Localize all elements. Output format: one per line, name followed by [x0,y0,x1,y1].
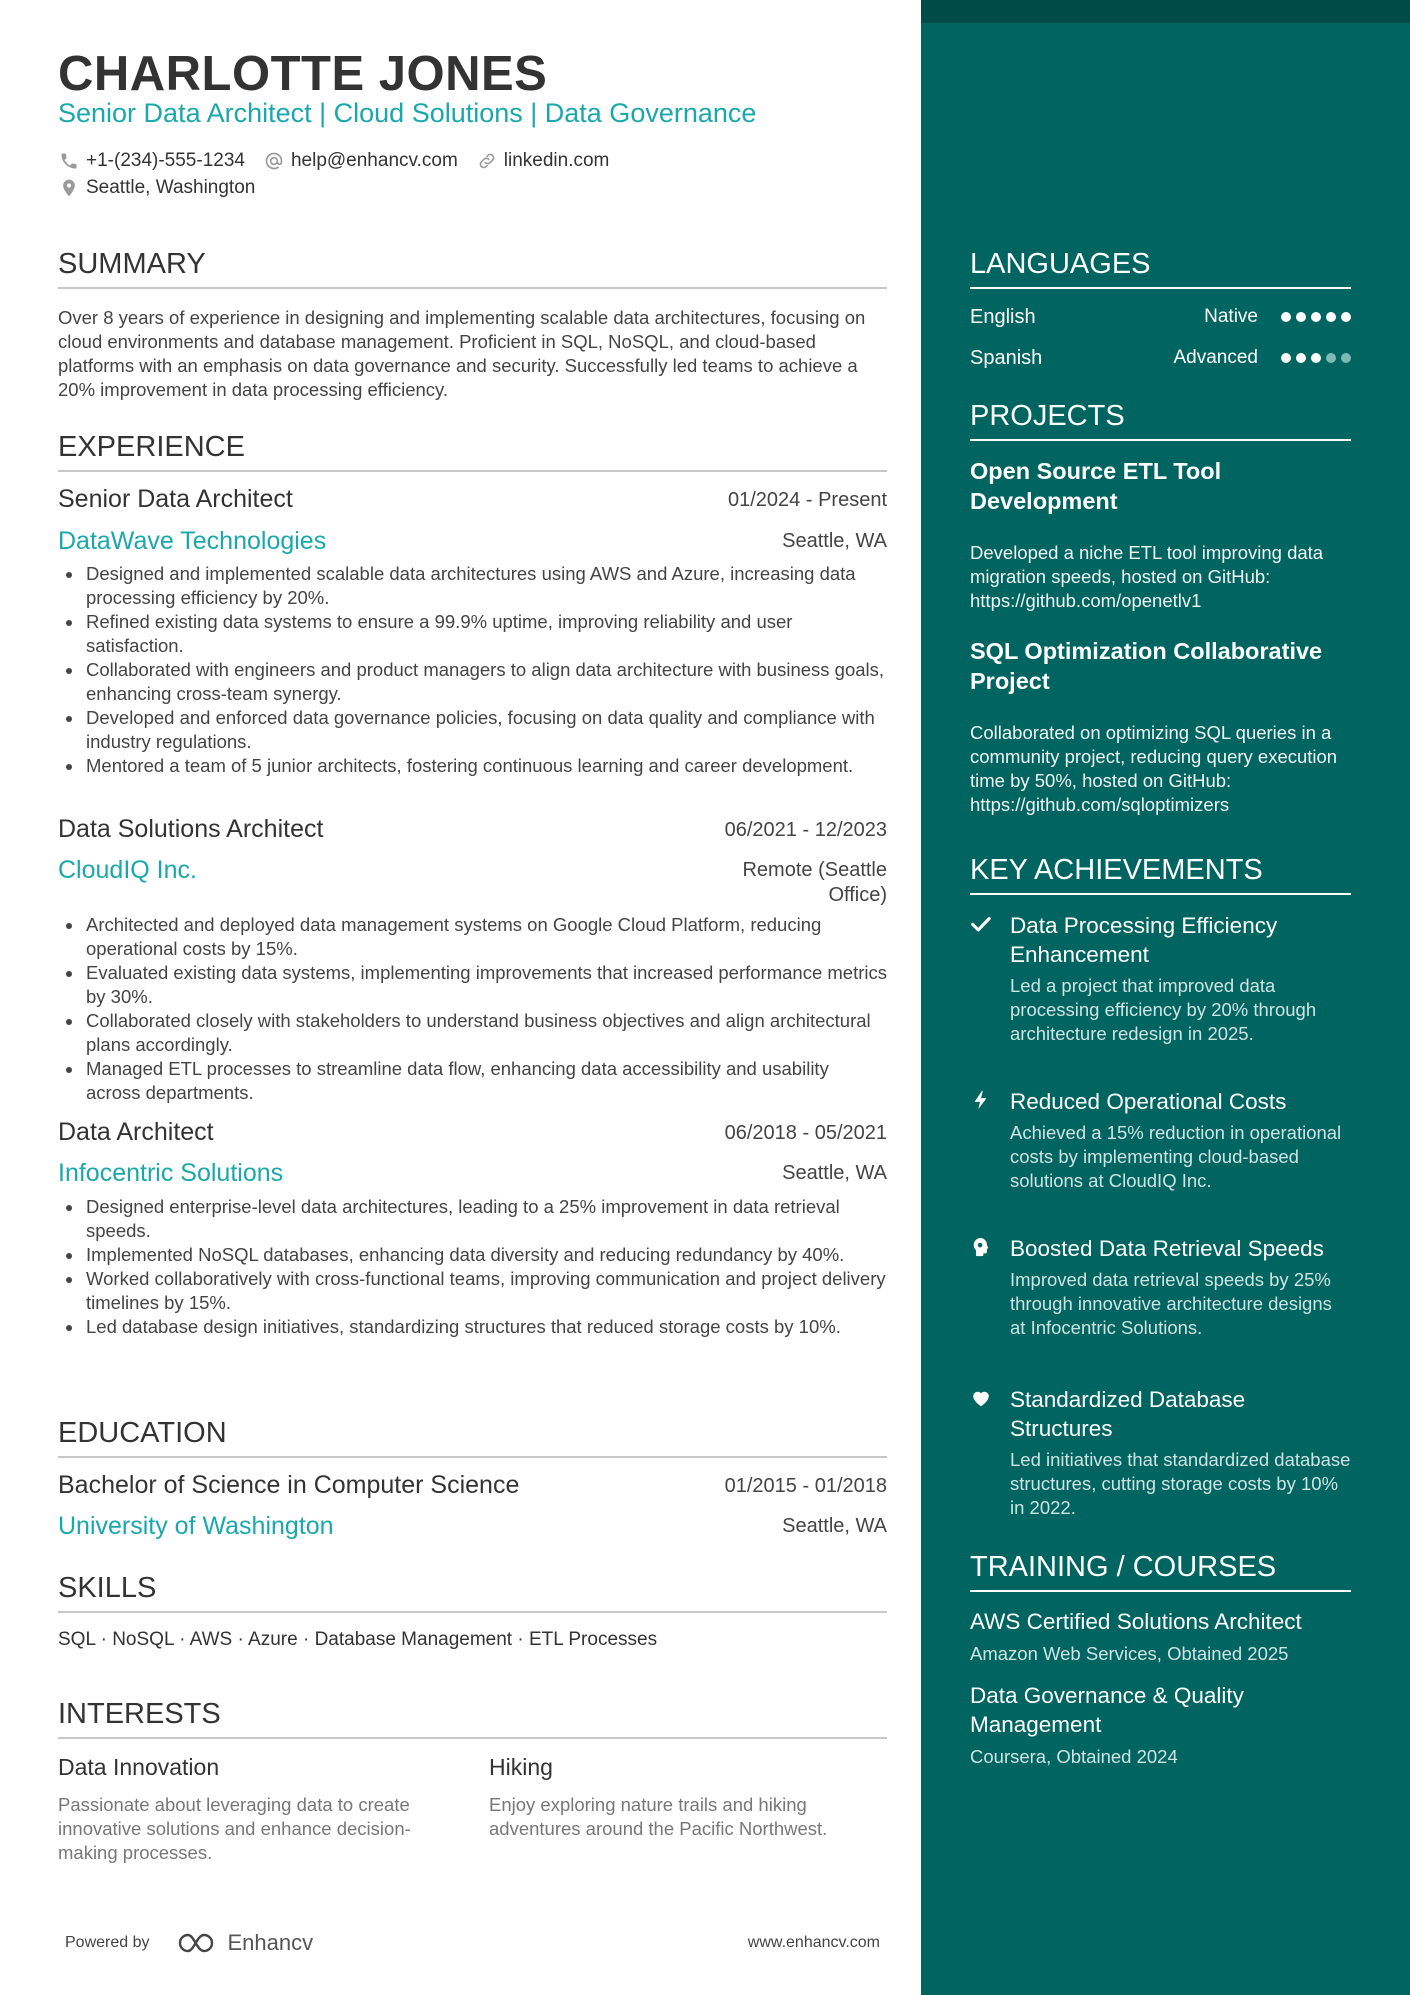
sidebar-top-band [921,0,1410,23]
achievement-title: Reduced Operational Costs [1010,1089,1287,1114]
rating-dot [1326,312,1336,322]
contact-row [58,149,627,173]
phone-icon [58,150,80,172]
rating-dot [1341,353,1351,363]
projects-heading: PROJECTS [970,400,1351,441]
course-text: Amazon Web Services, Obtained 2025 [970,1643,1289,1664]
heart-icon [970,1387,994,1411]
job-3-bullets [58,1195,887,1339]
list-item: Designed and implemented scalable data architectures using AWS and Azure, increasing data processing efficiency by 20%. [86,562,887,610]
interest-item [489,1754,899,1841]
linkedin-text: linkedin.com [503,150,610,171]
language-row [970,345,1351,371]
interest-item [58,1754,468,1865]
language-level: Native [1204,306,1258,327]
summary-text: Over 8 years of experience in designing and implementing scalable data architectures, focusing on cloud environments and database management. Proficient in SQL, NoSQL, and cloud-based platforms with an emphasis on data governance and security. Successfully led teams to achieve a 20% improvement in data processing efficiency. [58,307,866,400]
training-heading: TRAINING / COURSES [970,1551,1351,1592]
project-text: Developed a niche ETL tool improving data migration speeds, hosted on GitHub: https://github.com/openetlv1 [970,542,1324,611]
rating-dot [1296,353,1306,363]
job-company: Infocentric Solutions [58,1159,284,1187]
brain-icon [970,1236,994,1260]
project-title: Open Source ETL Tool Development [970,458,1222,514]
achievement-item [970,911,1351,1046]
job-dates: 06/2018 - 05/2021 [724,1122,887,1144]
list-item: Designed enterprise-level data architectures, leading to a 25% improvement in data retrieval speeds. [86,1195,887,1243]
email-text: help@enhancv.com [290,150,458,171]
powered-by [65,1930,313,1956]
education-location: Seattle, WA [782,1515,887,1537]
education-school: University of Washington [58,1512,334,1540]
list-item: Collaborated closely with stakeholders to understand business objectives and align architectural plans accordingly. [86,1009,887,1057]
list-item: Evaluated existing data systems, implementing improvements that increased performance metrics by 30%. [86,962,887,1007]
list-item: Collaborated with engineers and product managers to align data architecture with business goals, enhancing cross-team synergy. [86,658,887,706]
languages-heading: LANGUAGES [970,248,1351,289]
interest-text: Passionate about leveraging data to create innovative solutions and enhance decision-making processes. [58,1794,411,1863]
job-role: Senior Data Architect [58,485,293,513]
bolt-icon [970,1089,994,1113]
job-2-company-row [58,856,887,908]
course-title: AWS Certified Solutions Architect [970,1609,1302,1634]
phone-text: +1-(234)-555-1234 [86,150,245,171]
brand-name: Enhancv [227,1930,314,1955]
achievement-text: Led initiatives that standardized database structures, cutting storage costs by 10% in 2022. [1010,1449,1351,1518]
education-heading: EDUCATION [58,1417,887,1458]
rating-dot [1326,353,1336,363]
list-item: Managed ETL processes to streamline data flow, enhancing data accessibility and usability across departments. [86,1057,887,1105]
interests-heading: INTERESTS [58,1698,887,1739]
location-text: Seattle, Washington [86,177,256,198]
list-item: Architected and deployed data management systems on Google Cloud Platform, reducing operational costs by 15%. [86,913,887,961]
job-company: DataWave Technologies [58,527,327,555]
at-icon [263,150,285,172]
interest-text: Enjoy exploring nature trails and hiking adventures around the Pacific Northwest. [489,1794,828,1839]
summary-heading: SUMMARY [58,248,887,289]
project-title: SQL Optimization Collaborative Project [970,638,1323,694]
job-role: Data Solutions Architect [58,815,324,843]
achievement-item [970,1087,1351,1193]
achievement-title: Boosted Data Retrieval Speeds [1010,1236,1324,1261]
job-1-company-row [58,527,887,556]
job-location: Seattle, WA [782,1162,887,1184]
link-icon [476,150,498,172]
list-item: Worked collaboratively with cross-functional teams, improving communication and project delivery timelines by 15%. [86,1268,886,1313]
rating-dot [1296,312,1306,322]
candidate-title: Senior Data Architect | Cloud Solutions | Data Governance [58,98,757,128]
location-pin-icon [58,177,80,199]
footer [65,1928,880,1958]
achievement-item [970,1234,1351,1340]
job-dates: 06/2021 - 12/2023 [724,819,887,841]
enhancv-logo[interactable] [176,1930,314,1956]
experience-heading: EXPERIENCE [58,431,887,472]
rating-dot [1281,353,1291,363]
job-location: Remote (Seattle Office) [742,859,887,906]
list-item: Developed and enforced data governance policies, focusing on data quality and compliance with industry regulations. [86,706,887,754]
education-row [58,1471,887,1500]
job-3-header [58,1118,887,1147]
language-rating [1276,353,1351,363]
contact-email[interactable] [263,150,458,172]
rating-dot [1311,353,1321,363]
achievement-title: Standardized Database Structures [1010,1387,1246,1441]
candidate-name: CHARLOTTE JONES [58,47,548,101]
education-school-row [58,1512,887,1541]
rating-dot [1311,312,1321,322]
contact-row-location [58,176,273,200]
language-level: Advanced [1173,347,1258,368]
contact-location [58,177,255,199]
achievement-text: Led a project that improved data processing efficiency by 20% through architecture redesign in 2025. [1010,975,1317,1044]
rating-dot [1281,312,1291,322]
list-item: Mentored a team of 5 junior architects, fostering continuous learning and career development. [86,754,887,778]
job-1-bullets [58,562,887,778]
education-dates: 01/2015 - 01/2018 [724,1475,887,1497]
list-item: Implemented NoSQL databases, enhancing data diversity and reducing redundancy by 40%. [86,1243,887,1267]
course-text: Coursera, Obtained 2024 [970,1746,1178,1767]
language-row [970,304,1351,330]
job-dates: 01/2024 - Present [728,489,887,511]
contact-phone[interactable] [58,150,245,172]
job-role: Data Architect [58,1118,214,1146]
achievement-text: Achieved a 15% reduction in operational costs by implementing cloud-based solutions at CloudIQ Inc. [1010,1122,1342,1191]
course-title: Data Governance & Quality Management [970,1683,1244,1737]
achievement-text: Improved data retrieval speeds by 25% through innovative architecture designs at Infocentric Solutions. [1010,1269,1332,1338]
contact-linkedin[interactable] [476,150,610,172]
language-rating [1276,312,1351,322]
list-item: Refined existing data systems to ensure a 99.9% uptime, improving reliability and user satisfaction. [86,610,887,658]
skills-heading: SKILLS [58,1572,887,1613]
language-name: Spanish [970,346,1043,369]
achievement-item [970,1385,1351,1520]
achievements-heading: KEY ACHIEVEMENTS [970,854,1351,895]
check-icon [970,913,994,937]
education-degree: Bachelor of Science in Computer Science [58,1471,520,1499]
list-item: Led database design initiatives, standardizing structures that reduced storage costs by 10%. [86,1315,887,1339]
enhancv-logo-icon [176,1930,222,1956]
skills-list: SQL · NoSQL · AWS · Azure · Database Management · ETL Processes [58,1629,658,1650]
project-text: Collaborated on optimizing SQL queries in a community project, reducing query execution time by 50%, hosted on GitHub: https://github.com/sqloptimizers [970,722,1338,815]
language-name: English [970,305,1036,328]
job-company: CloudIQ Inc. [58,856,197,884]
interest-title: Data Innovation [58,1754,220,1780]
website-link[interactable]: www.enhancv.com [747,1934,880,1951]
job-2-header [58,815,887,844]
job-1-header [58,485,887,514]
interest-title: Hiking [489,1754,553,1780]
job-3-company-row [58,1159,887,1188]
job-location: Seattle, WA [782,530,887,552]
job-2-bullets [58,913,887,1105]
powered-by-label: Powered by [65,1934,150,1951]
achievement-title: Data Processing Efficiency Enhancement [1010,913,1278,967]
rating-dot [1341,312,1351,322]
